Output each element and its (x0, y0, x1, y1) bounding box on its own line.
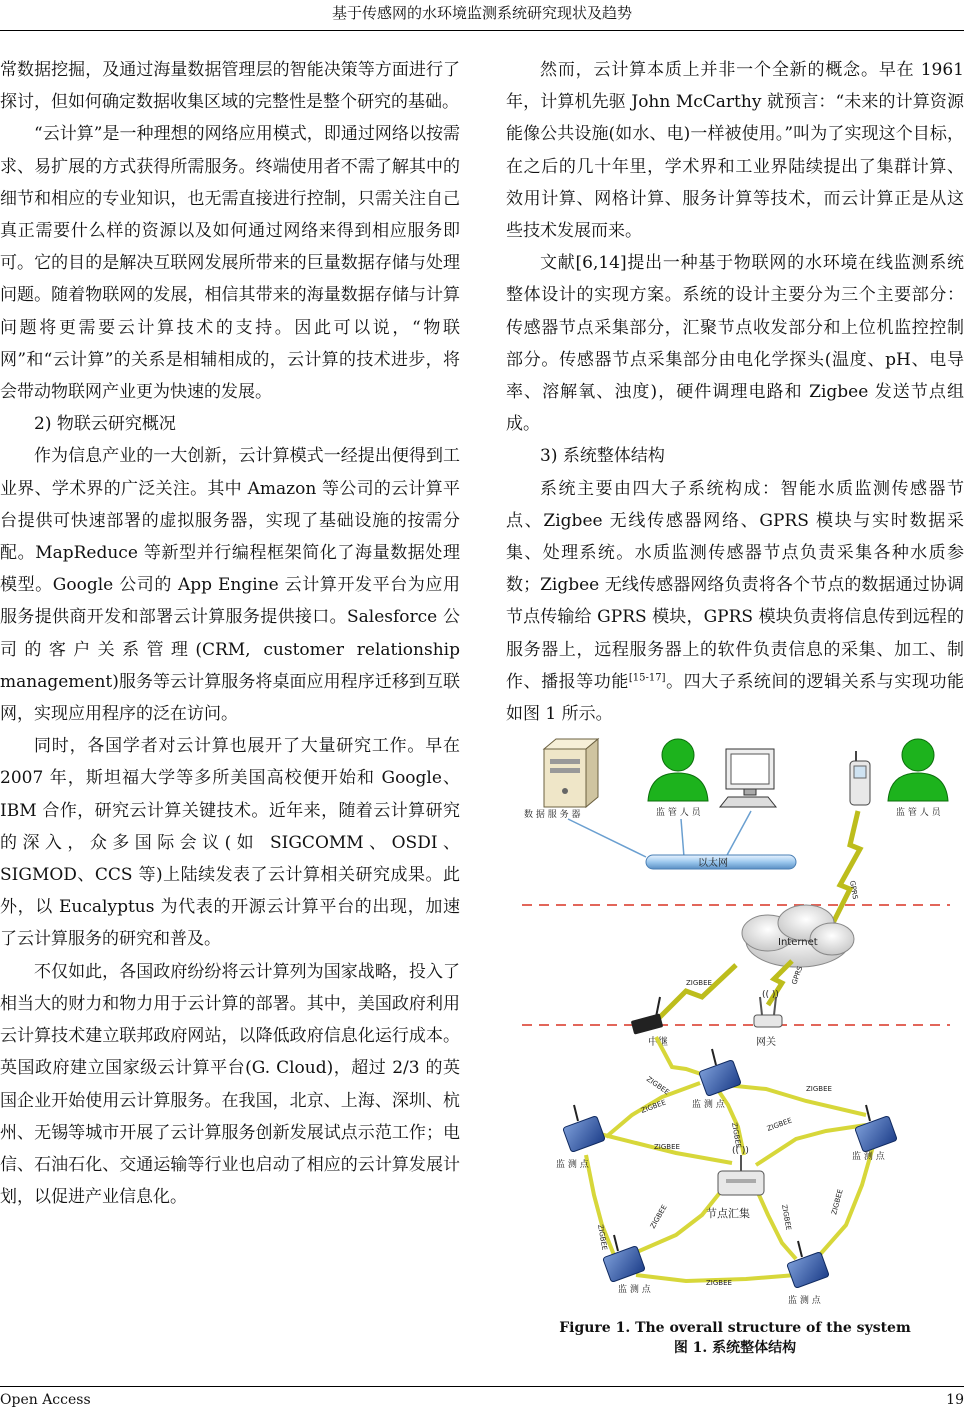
zigbee-label: ZIGBEE (780, 1203, 793, 1231)
system-diagram (506, 735, 964, 1315)
supervisor-label: 监 管 人 员 (656, 808, 701, 818)
page-number: 19 (946, 1392, 964, 1408)
paragraph: 同时，各国学者对云计算也展开了大量研究工作。早在 2007 年，斯坦福大学等多所美国高校便开始和 Google、IBM 合作，研究云计算关键技术。近年来，随着云计算研究的深入，众多国际会议(如 SIGCOMM、OSDI、SIGMOD、CCS 等)上陆续发表了云计算相关研究成果。此外，以 Eucalyptus 为代表的开源云计算平台的出现，加速了云计算服务的研究和普及。 (0, 736, 460, 950)
zigbee-label: ZIGBEE (830, 1188, 845, 1216)
header-rule (0, 30, 964, 31)
relay-label: 中继 (648, 1037, 668, 1048)
sensor-node-icon (563, 1105, 606, 1152)
gprs-label: GPRS (790, 965, 805, 986)
footer-open-access: Open Access (0, 1392, 91, 1408)
paragraph: 然而，云计算本质上并非一个全新的概念。早在 1961 年，计算机先驱 John McCarthy 就预言：“未来的计算资源能像公共设施(如水、电)一样被使用。”叫为了实现这个目标，在之后的几十年里，学术界和工业界陆续提出了集群计算、效用计算、网格计算、服务计算等技术，而云计算正是从这些技术发展而来。 (506, 60, 964, 242)
left-column (0, 54, 460, 1213)
person-icon (888, 739, 948, 801)
svg-text:(( )): (( )) (732, 1146, 749, 1156)
lightning-bolt-icon (832, 811, 860, 925)
right-column (506, 54, 964, 730)
computer-icon (720, 749, 776, 807)
data-server-label: 数 据 服 务 器 (524, 810, 581, 820)
monitor-point-label: 监 测 点 (692, 1100, 725, 1110)
gateway-label: 网关 (756, 1037, 776, 1048)
monitor-point-label: 监 测 点 (618, 1285, 651, 1295)
sensor-node-icon (699, 1049, 742, 1096)
paragraph-text: 。四大子系统间的逻辑关系与实现功能如图 1 所示。 (506, 671, 964, 725)
sink-label: 节点汇集 (706, 1207, 750, 1220)
lightning-bolt-icon (656, 965, 736, 1021)
citation: [15-17] (628, 672, 666, 684)
zigbee-label: ZIGBEE (596, 1223, 609, 1251)
monitor-point-label: 监 测 点 (788, 1296, 821, 1306)
paragraph: 不仅如此，各国政府纷纷将云计算列为国家战略，投入了相当大的财力和物力用于云计算的部署。其中，美国政府利用云计算技术建立联邦政府网站，以降低政府信息化运行成本。英国政府建立国家级云计算平台(G. Cloud)，超过 2/3 的英国企业开始使用云计算服务。在我国，北京、上海、深圳、杭州、无锡等城市开展了云计算服务创新发展试点示范工作；电信、石油石化、交通运输等行业也启动了相应的云计算发展计划，以促进产业信息化。 (0, 961, 460, 1208)
relay-icon (631, 997, 664, 1035)
zigbee-label: ZIGBEE (644, 1075, 671, 1097)
server-icon (544, 739, 598, 807)
paragraph (506, 473, 964, 731)
person-icon (648, 739, 708, 801)
paragraph: “云计算”是一种理想的网络应用模式，即通过网络以按需求、易扩展的方式获得所需服务。终端使用者不需了解其中的细节和相应的专业知识，也无需直接进行控制，只需关注自己真正需要什么样的资源以及如何通过网络来得到相应服务即可。它的目的是解决互联网发展所带来的巨量数据存储与处理问题。随着物联网的发展，相信其带来的海量数据存储与计算问题将更需要云计算技术的支持。因此可以说，“物联网”和“云计算”的关系是相辅相成的，云计算的技术进步，将会带动物联网产业更为快速的发展。 (0, 124, 460, 403)
mobile-phone-icon (850, 751, 870, 805)
internet-label: Internet (778, 937, 818, 948)
paragraph-text: 系统主要由四大子系统构成：智能水质监测传感器节点、Zigbee 无线传感器网络、GPRS 模块与实时数据采集、处理系统。水质监测传感器节点负责采集各种水质参数；Zigbee 无线传感器网络负责将各个节点的数据通过协调节点传输给 GPRS 模块，GPRS 模块负责将信息传到远程的服务器上，远程服务器上的软件负责信息的采集、加工、制作、播报等功能 (506, 478, 964, 692)
paragraph: 作为信息产业的一大创新，云计算模式一经提出便得到工业界、学术界的广泛关注。其中 Amazon 等公司的云计算平台提供可快速部署的虚拟服务器，实现了基础设施的按需分配。MapReduce 等新型并行编程框架简化了海量数据处理模型。Google 公司的 App Engine 云计算开发平台为应用服务提供商开发和部署云计算服务提供接口。Salesforce 公司的客户关系管理(CRM, customer relationship management)服务等云计算服务将桌面应用程序迁移到互联网，实现应用程序的泛在访问。 (0, 446, 460, 725)
gateway-icon (754, 990, 782, 1027)
figure-caption-zh: 图 1. 系统整体结构 (673, 1340, 797, 1356)
footer-rule (0, 1386, 964, 1387)
monitor-point-label: 监 测 点 (556, 1160, 589, 1170)
gprs-label: GPRS (848, 879, 860, 901)
section-heading: 3) 系统整体结构 (540, 446, 665, 467)
running-header: 基于传感网的水环境监测系统研究现状及趋势 (331, 4, 632, 22)
sink-node-icon (718, 1146, 764, 1195)
supervisor-label: 监 管 人 员 (896, 808, 941, 818)
ethernet-label: 以太网 (698, 858, 728, 869)
system-structure-figure (506, 735, 964, 1315)
paragraph: 常数据挖掘，及通过海量数据管理层的智能决策等方面进行了探讨，但如何确定数据收集区域的完整性是整个研究的基础。 (0, 60, 460, 113)
svg-text:(( )): (( )) (762, 990, 779, 1000)
section-heading: 2) 物联云研究概况 (34, 414, 176, 435)
monitor-point-label: 监 测 点 (852, 1152, 885, 1162)
zigbee-label: ZIGBEE (706, 1279, 732, 1287)
zigbee-label: ZIGBEE (806, 1085, 832, 1093)
figure-caption-en: Figure 1. The overall structure of the system (559, 1320, 911, 1336)
paragraph: 文献[6,14]提出一种基于物联网的水环境在线监测系统整体设计的实现方案。系统的设计主要分为三个主要部分：传感器节点采集部分，汇聚节点收发部分和上位机监控控制部分。传感器节点采集部分由电化学探头(温度、pH、电导率、溶解氧、浊度)，硬件调理电路和 Zigbee 发送节点组成。 (506, 253, 964, 435)
zigbee-label: ZIGBEE (765, 1116, 794, 1133)
zigbee-label: ZIGBEE (730, 1121, 743, 1149)
zigbee-label: ZIGBEE (648, 1203, 669, 1230)
zigbee-label: ZIGBEE (639, 1098, 668, 1115)
zigbee-label: ZIGBEE (686, 979, 712, 987)
zigbee-label: ZIGBEE (654, 1143, 680, 1151)
